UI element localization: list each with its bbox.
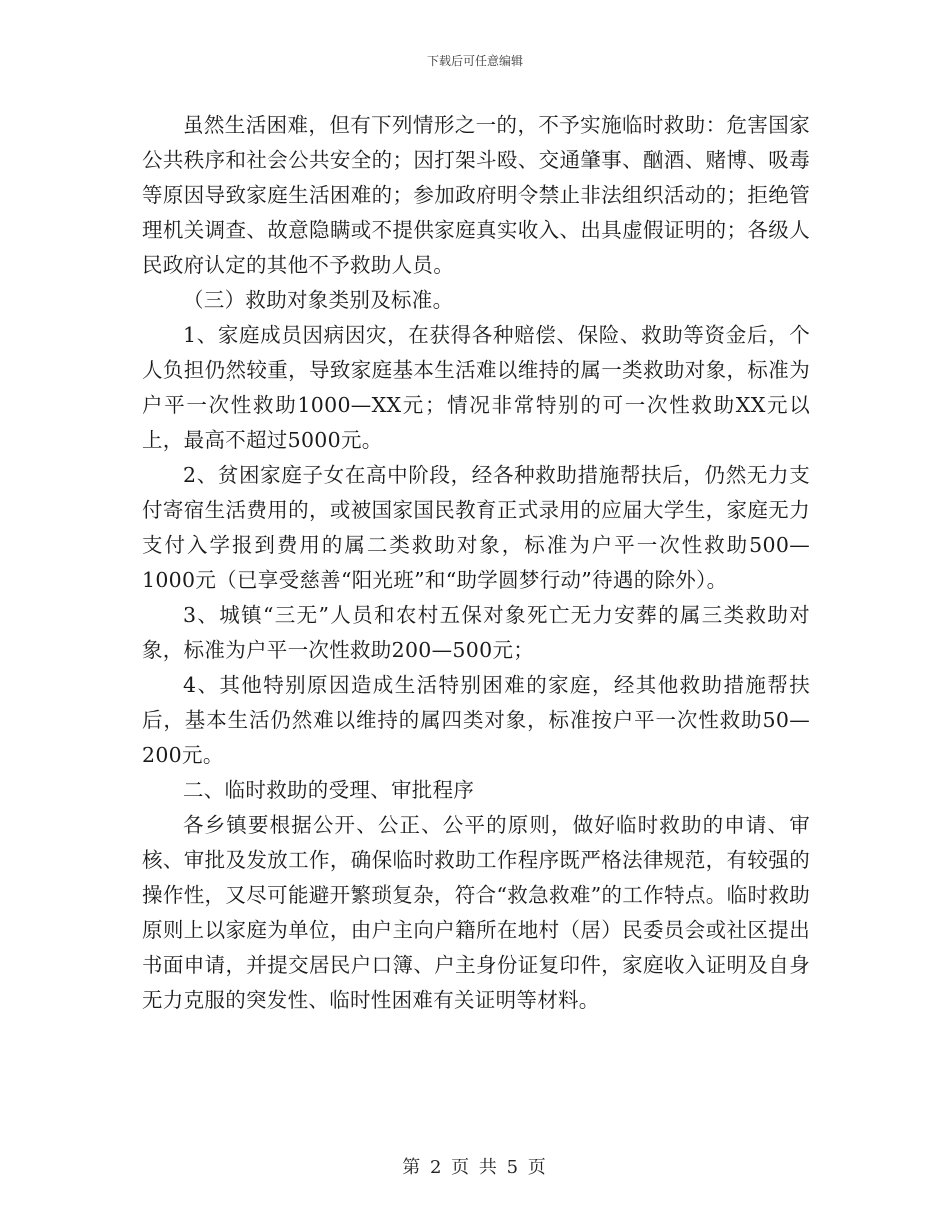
page-number: 第 2 页 共 5 页 [402,1157,548,1178]
paragraph-exclusions: 虽然生活困难，但有下列情形之一的，不予实施临时救助：危害国家公共秩序和社会公共安全的；因打架斗殴、交通肇事、酗酒、赌博、吸毒等原因导致家庭生活困难的；参加政府明令禁止非法组织活动的；拒绝管理机关调查、故意隐瞒或不提供家庭真实收入、出具虚假证明的；各级人民政府认定的其他不予救助人员。 [142,113,810,277]
document-body [142,108,810,1018]
section-heading-procedure: 二、临时救助的受理、审批程序 [183,778,475,802]
page-header: 下载后可任意编辑 [426,54,523,68]
section-heading-categories: （三）救助对象类别及标准。 [183,288,454,312]
paragraph-procedure: 各乡镇要根据公开、公正、公平的原则，做好临时救助的申请、审核、审批及发放工作，确保临时救助工作程序既严格法律规范，有较强的操作性，又尽可能避开繁琐复杂，符合“救急救难”的工作特点。临时救助原则上以家庭为单位，由户主向户籍所在地村（居）民委员会或社区提出书面申请，并提交居民户口簿、户主身份证复印件，家庭收入证明及自身无力克服的突发性、临时性困难有关证明等材料。 [142,813,810,1012]
paragraph-category-4: 4、其他特别原因造成生活特别困难的家庭，经其他救助措施帮扶后，基本生活仍然难以维持的属四类对象，标准按户平一次性救助50—200元。 [142,673,810,767]
paragraph-category-3: 3、城镇“三无”人员和农村五保对象死亡无力安葬的属三类救助对象，标准为户平一次性救助200—500元； [142,603,810,662]
paragraph-category-1: 1、家庭成员因病因灾，在获得各种赔偿、保险、救助等资金后，个人负担仍然较重，导致家庭基本生活难以维持的属一类救助对象，标准为户平一次性救助1000—XX元；情况非常特别的可一次性救助XX元以上，最高不超过5000元。 [142,323,810,452]
paragraph-category-2: 2、贫困家庭子女在高中阶段，经各种救助措施帮扶后，仍然无力支付寄宿生活费用的，或被国家国民教育正式录用的应届大学生，家庭无力支付入学报到费用的属二类救助对象，标准为户平一次性救助500—1000元（已享受慈善“阳光班”和“助学圆梦行动”待遇的除外）。 [142,463,810,592]
